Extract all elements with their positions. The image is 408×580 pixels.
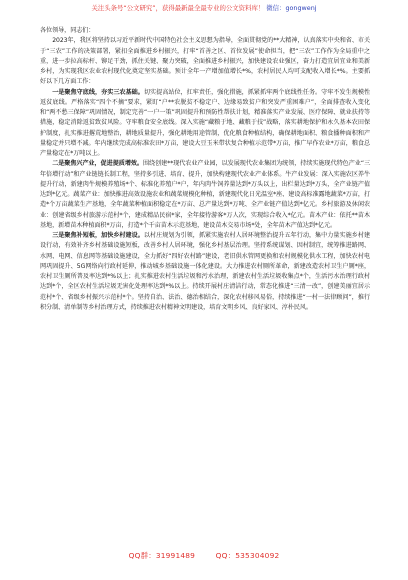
paragraph-one (40, 88, 370, 160)
paragraph-two (40, 159, 370, 231)
paragraph-intro (40, 36, 370, 87)
paragraph-heading: 二是聚焦兴产业，促进提质增效。 (52, 160, 143, 168)
paragraph-heading: 三是聚焦补短板，加快乡村建设。 (52, 232, 144, 239)
wechat-text: 微信：gongwenj (266, 4, 317, 12)
footer-contacts (0, 550, 408, 561)
header-banner (0, 4, 408, 12)
paragraph-text: 以村庄规划为引领，抓紧实施农村人居环境整治提升五年行动，集中力量实施乡村建设行动，有效补齐乡村基础设施短板，改善乡村人居环境，强化乡村基层治理。坚持系统谋划、因村制宜，统筹推进路网、水网、电网、信息网等基础设施建设，全力抓好“四好农村路”建设，老旧供水管网更换和农村规模化供水工程，加快农村电网巩固提升、5G网络向行政村延伸，推动城乡基础设施一体化建设。大力推进农村厕所革命，新建改造农村卫生户厕*座，农村卫生厕所普及率达到*%以上；扎实推进农村生活垃圾和污水治理，新建农村生活垃圾收集点*个，生活污水治理行政村达到*个，全区农村生活垃圾无害化处理率达到*%以上。持续开展村庄清洁行动，常态化推进“三清一改”，创建美丽宜居示范村*个、省级乡村振兴示范村*个。坚持自治、法治、德治相结合，深化农村移风易俗，持续推进“一村一法律顾问”，推行积分制、清单制等乡村治理方式，持续推进农村精神文明建设，培育文明乡风、良好家风、淳朴民风。 (40, 232, 371, 311)
paragraph-heading: 一是聚焦守底线，夯实三农基础。 (52, 88, 144, 96)
paragraph-text: 围绕创建**现代农业产业园，以发展现代农业集团为统领，持续实施现代特色产业“三年倍增行动”和产业链链长制工程，坚持多引进、培育、提升，加快构建现代农业产业体系。牛产业发展：深入实施农区养牛提升行动，新建肉牛规模养殖场*个、标准化养殖户*户，年内肉牛饲养量达到*万头以上，出栏量达到*万头，全产业链产值达到*亿元。蔬菜产业：加快推进高效设施农业和蔬菜规模化种植，新建现代化日光温室*座、建设高标准露地蔬菜*万亩，打造*个万亩蔬菜生产基地，全年蔬菜种植面积稳定在*万亩、总产量达到*万吨、全产业链产值达到*亿元。乡村旅游及休闲农业：创建省级乡村旅游示范村*个，建成精品民宿*家，全年接待游客*万人次，实现综合收入*亿元。苗木产业：依托**苗木基地，新增苗木种植面积*万亩，打造*个千亩苗木示范基地，建设苗木交易市场*处，全年苗木产值达到*亿元。 (40, 160, 370, 229)
promo-text: 关注头条号“公文研究”，获得最新最全最专业的公文资料库！ (91, 4, 265, 12)
paragraph-text: 切实提高站位，扛牢责任，强化措施，抓紧抓牢两个底线性任务。守牢不发生规模性返贫底线。严格落实“四个不摘”要求，紧盯“户**农脱贫不稳定户、边缘易致贫户和突发严重困难户”，全面排查收入变化和“两不愁三保障”巩固情况，制定完善“一户一策”巩固提升和预防性帮扶计划，精准落实产业发展、医疗保障、就业扶持等措施，稳定消除返贫致贫风险。守牢粮食安全底线。深入实施“藏粮于地、藏粮于技”战略，落实耕地保护和永久基本农田保护制度，扎实推进撂荒地整治，耕地质量提升，强化耕地用途管制，优化粮食种植结构，确保耕地面积、粮食播种面积和产量稳定并只增不减。年内继续完成高标准农田*万亩，建设大豆玉米带状复合种植示范带*万亩，推广早作农业*万亩，粮食总产量稳定在*万吨以上。 (40, 88, 371, 157)
greeting: 各位领导，同志们： (40, 27, 95, 34)
paragraph-three (40, 231, 370, 313)
document-body (40, 26, 370, 313)
qq-group: QQ群：31991489 (128, 551, 196, 560)
paragraph-text: 2023年，我区将坚持以习近平新时代中国特色社会主义思想为指导，全面贯彻党的**大精神，认真落实中央和省、市关于“三农”工作的决策部署，紧扣全面推进乡村振兴，打牢“首善之区、首位发展”使命担当，把“三农”工作作为全局重中之重，进一步拉高标杆、铆足干劲，抓住关键、聚力突破，全面推进乡村振兴，加快建设农业强区，奋力打造宜居宜业和美新乡村，为实现我区农业农村现代化奠定坚实基础。预计全年一产增加值增长*%，农村居民人均可支配收入增长*%。主要抓好以下几方面工作： (40, 37, 370, 86)
qq-contact: QQ：535304092 (215, 551, 280, 560)
